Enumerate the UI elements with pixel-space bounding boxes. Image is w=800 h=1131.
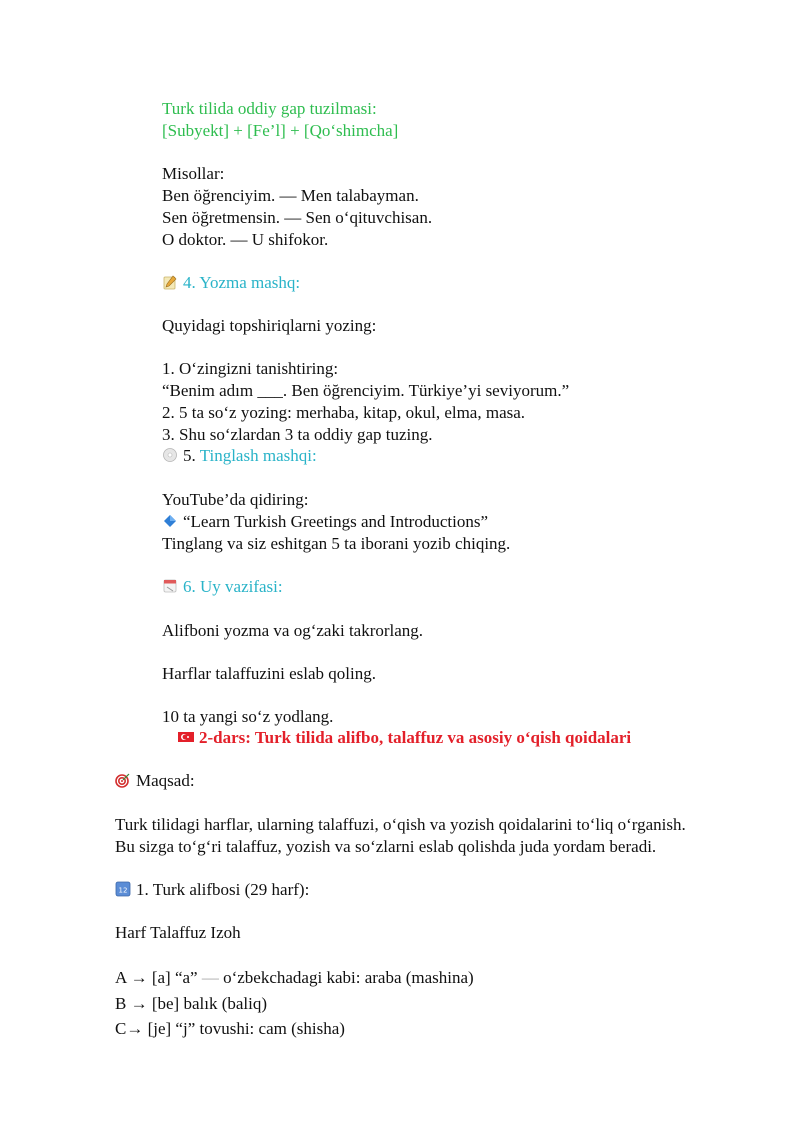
writing-task: 2. 5 ta so‘z yozing: merhaba, kitap, okul, elma, masa. [162,403,526,422]
listening-task: Tinglang va siz eshitgan 5 ta iborani yozib chiqing. [162,534,511,553]
svg-text:12: 12 [118,886,128,895]
listening-heading [162,445,317,467]
listening-intro: YouTube’da qidiring: [162,490,309,509]
goal-line: Bu sizga to‘g‘ri talaffuz, yozish va so‘zlarni eslab qolishda juda yordam beradi. [115,837,657,856]
listening-query-text: “Learn Turkish Greetings and Introductions” [183,512,488,531]
example-line: Sen öğretmensin. — Sen o‘qituvchisan. [162,208,433,227]
lesson2-title-text: 2-dars: Turk tilida alifbo, talaffuz va asosiy o‘qish qoidalari [199,728,632,747]
example-line: O doktor. — U shifokor. [162,230,329,249]
direct-hit-target-icon [115,772,131,788]
numbers-1234-icon [115,881,131,897]
calendar-icon [162,578,178,594]
goal-line: Turk tilidagi harflar, ularning talaffuzi, o‘qish va yozish qoidalarini to‘liq o‘rganish. [115,815,686,834]
writing-intro: Quyidagi topshiriqlarni yozing: [162,316,377,335]
compact-disc-icon [162,447,178,463]
alphabet-heading [115,879,309,901]
homework-heading-text: 6. Uy vazifasi: [183,577,283,596]
listening-heading-text: Tinglash mashqi: [199,446,317,465]
writing-task: 1. O‘zingizni tanishtiring: [162,359,339,378]
lesson2-title [178,727,631,749]
example-line: Ben öğrenciyim. — Men talabayman. [162,186,419,205]
homework-item: 10 ta yangi so‘z yodlang. [162,707,334,726]
writing-heading [162,272,300,294]
homework-item: Alifboni yozma va og‘zaki takrorlang. [162,621,424,640]
homework-heading [162,576,283,598]
table-header: Harf Talaffuz Izoh [115,923,241,942]
writing-task: “Benim adım ___. Ben öğrenciyim. Türkiye’yi seviyorum.” [162,381,570,400]
blue-diamond-icon [162,513,178,529]
letter-row: C→ [je] “j” tovushi: cam (shisha) [115,1019,345,1038]
homework-item: Harflar talaffuzini eslab qoling. [162,664,376,683]
structure-formula: [Subyekt] + [Fe’l] + [Qo‘shimcha] [162,121,399,140]
letter-row: B → [be] balık (baliq) [115,994,268,1013]
memo-icon [162,274,178,290]
letter-row: A → [a] “a” — o‘zbekchadagi kabi: araba (mashina) [115,968,474,987]
examples-title: Misollar: [162,164,225,183]
listening-query [162,511,488,533]
writing-heading-text: 4. Yozma mashq: [183,273,301,292]
structure-title: Turk tilida oddiy gap tuzilmasi: [162,99,377,118]
goal-label [115,770,195,792]
alphabet-heading-text: 1. Turk alifbosi (29 harf): [136,880,310,899]
turkey-flag-icon [178,729,194,745]
listening-heading-num: 5. [183,446,200,465]
writing-task: 3. Shu so‘zlardan 3 ta oddiy gap tuzing. [162,425,433,444]
goal-label-text: Maqsad: [136,771,195,790]
